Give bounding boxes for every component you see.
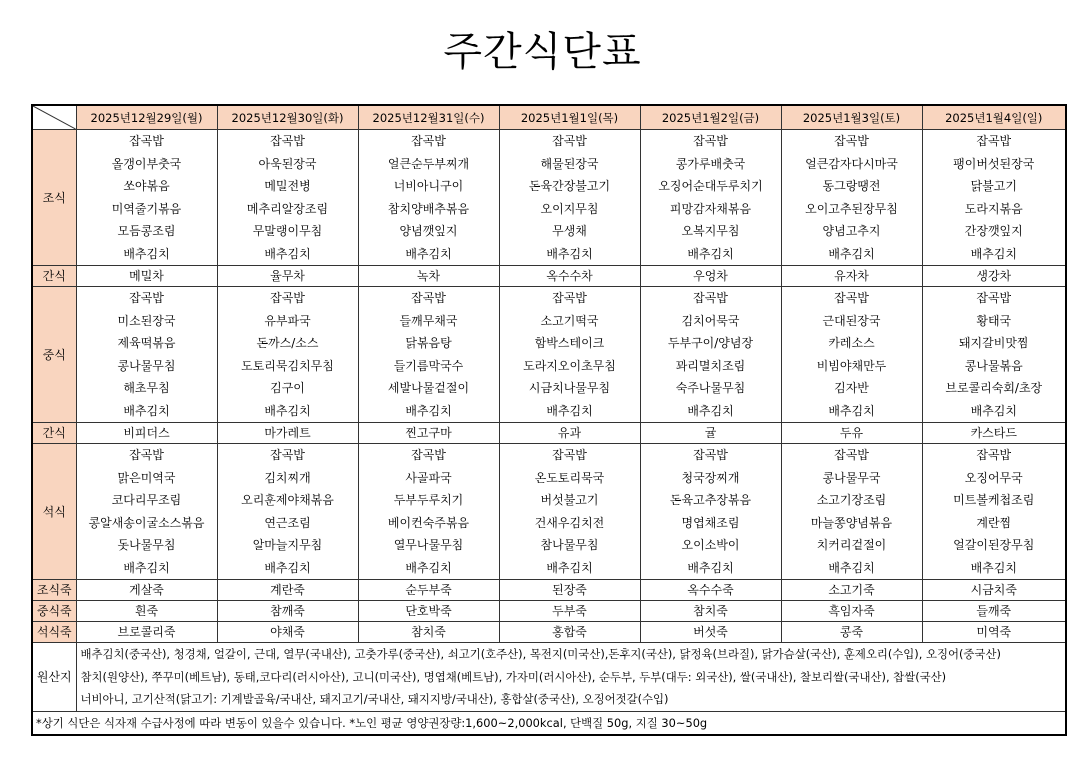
date-header: 2025년12월31일(수) bbox=[358, 105, 499, 130]
menu-item: 알마늘지무침 bbox=[252, 538, 323, 552]
menu-item: 도라지오이초무침 bbox=[523, 358, 616, 373]
menu-item: 배추김치 bbox=[123, 560, 170, 575]
menu-item: 온도토리묵국 bbox=[534, 470, 605, 485]
menu-item-list bbox=[641, 130, 781, 265]
menu-item: 동그랑땡전 bbox=[822, 179, 881, 193]
menu-item: 배추김치 bbox=[405, 403, 452, 418]
snack1-cell: 생강차 bbox=[922, 266, 1066, 287]
menu-item: 콩가루배춧국 bbox=[675, 156, 746, 171]
dinner-porridge-cell: 브로콜리죽 bbox=[76, 622, 217, 643]
menu-item: 모듬콩조림 bbox=[117, 224, 176, 238]
lunch-menu-cell bbox=[358, 287, 499, 423]
dinner-menu-cell bbox=[499, 444, 640, 580]
lunch-menu-cell bbox=[499, 287, 640, 423]
menu-item: 얼갈이된장무침 bbox=[953, 538, 1035, 552]
menu-item: 잡곡밥 bbox=[270, 448, 305, 462]
dinner-menu-cell bbox=[640, 444, 781, 580]
menu-item: 들기름막국수 bbox=[393, 358, 464, 373]
origin-text bbox=[76, 643, 1066, 712]
meal-label-snack: 간식 bbox=[32, 423, 76, 444]
dinner-porridge-cell: 버섯죽 bbox=[640, 622, 781, 643]
dinner-porridge-cell: 미역죽 bbox=[922, 622, 1066, 643]
menu-item: 김자반 bbox=[834, 381, 869, 395]
menu-item: 오징어순대두루치기 bbox=[658, 179, 763, 193]
lunch-row bbox=[32, 287, 1066, 423]
breakfast-porridge-cell: 순두부죽 bbox=[358, 580, 499, 601]
menu-item: 소고기장조림 bbox=[816, 493, 887, 507]
meal-label-lunch-porridge: 중식죽 bbox=[32, 601, 76, 622]
snack1-cell: 메밀차 bbox=[76, 266, 217, 287]
date-header: 2025년1월3일(토) bbox=[781, 105, 922, 130]
menu-item: 무생채 bbox=[552, 224, 587, 238]
menu-item: 배추김치 bbox=[970, 560, 1017, 575]
menu-item: 무말랭이무침 bbox=[252, 224, 323, 238]
menu-item: 배추김치 bbox=[970, 403, 1017, 418]
menu-item: 함박스테이크 bbox=[534, 336, 605, 350]
menu-item: 유부파국 bbox=[264, 313, 311, 328]
lunch-porridge-cell: 단호박죽 bbox=[358, 601, 499, 622]
menu-item: 사골파국 bbox=[405, 470, 452, 485]
menu-item: 잡곡밥 bbox=[693, 448, 728, 462]
menu-item: 제육떡볶음 bbox=[117, 336, 176, 350]
menu-item: 도라지볶음 bbox=[964, 201, 1023, 216]
menu-item-list bbox=[77, 444, 217, 579]
menu-item: 코다리무조림 bbox=[111, 493, 182, 507]
menu-item: 잡곡밥 bbox=[976, 291, 1012, 305]
menu-item: 소고기떡국 bbox=[540, 313, 599, 328]
snack1-cell: 유자차 bbox=[781, 266, 922, 287]
menu-item: 잡곡밥 bbox=[129, 291, 164, 305]
menu-item: 건새우김치전 bbox=[534, 515, 605, 530]
menu-item: 배추김치 bbox=[264, 246, 311, 261]
menu-item: 배추김치 bbox=[970, 246, 1017, 261]
menu-item: 잡곡밥 bbox=[552, 448, 587, 462]
menu-item: 잡곡밥 bbox=[411, 448, 446, 462]
menu-item: 버섯불고기 bbox=[540, 493, 599, 507]
breakfast-menu-cell bbox=[358, 130, 499, 266]
menu-item-list bbox=[923, 287, 1066, 422]
meal-label-dinner: 석식 bbox=[32, 444, 76, 580]
menu-item: 올갱이부춧국 bbox=[111, 156, 182, 171]
menu-item: 김치찌개 bbox=[264, 470, 311, 485]
menu-item: 배추김치 bbox=[405, 246, 452, 261]
snack2-cell: 귤 bbox=[640, 423, 781, 444]
lunch-menu-cell bbox=[640, 287, 781, 423]
date-header: 2025년1월1일(목) bbox=[499, 105, 640, 130]
menu-item-list bbox=[218, 130, 358, 265]
menu-item: 잡곡밥 bbox=[411, 291, 446, 305]
menu-item: 근대된장국 bbox=[822, 313, 881, 328]
menu-item: 잡곡밥 bbox=[270, 291, 305, 305]
menu-item-list bbox=[359, 130, 499, 265]
breakfast-menu-cell bbox=[781, 130, 922, 266]
lunch-porridge-cell: 들깨죽 bbox=[922, 601, 1066, 622]
menu-item-list bbox=[782, 287, 922, 422]
lunch-porridge-cell: 흰죽 bbox=[76, 601, 217, 622]
dinner-porridge-row bbox=[32, 622, 1066, 643]
menu-item: 마늘쫑양념볶음 bbox=[810, 515, 893, 530]
menu-item: 도토리묵김치무침 bbox=[241, 358, 334, 373]
dinner-porridge-cell: 콩죽 bbox=[781, 622, 922, 643]
menu-item: 돼지갈비맛찜 bbox=[958, 336, 1029, 350]
menu-item: 배추김치 bbox=[123, 246, 170, 261]
menu-item: 세발나물겉절이 bbox=[387, 381, 470, 395]
lunch-menu-cell bbox=[76, 287, 217, 423]
menu-item: 맑은미역국 bbox=[117, 470, 176, 485]
menu-item: 배추김치 bbox=[828, 246, 875, 261]
menu-item-list bbox=[218, 444, 358, 579]
menu-item: 미역줄기볶음 bbox=[111, 201, 182, 216]
dinner-menu-cell bbox=[76, 444, 217, 580]
breakfast-porridge-row bbox=[32, 580, 1066, 601]
menu-item-list bbox=[77, 130, 217, 265]
menu-item: 꽈리멸치조림 bbox=[675, 358, 746, 373]
breakfast-porridge-cell: 시금치죽 bbox=[922, 580, 1066, 601]
menu-item: 해물된장국 bbox=[540, 156, 599, 171]
snack2-cell: 마가레트 bbox=[217, 423, 358, 444]
menu-item: 치커리겉절이 bbox=[816, 538, 887, 552]
menu-item-list bbox=[359, 287, 499, 422]
menu-item: 참치양배추볶음 bbox=[387, 201, 470, 216]
breakfast-porridge-cell: 게살죽 bbox=[76, 580, 217, 601]
menu-item: 메추리알장조림 bbox=[246, 201, 329, 216]
menu-item-list bbox=[641, 287, 781, 422]
dinner-porridge-cell: 야채죽 bbox=[217, 622, 358, 643]
menu-item-list bbox=[923, 444, 1066, 579]
menu-item: 배추김치 bbox=[546, 403, 593, 418]
menu-item: 배추김치 bbox=[546, 560, 593, 575]
menu-item-list bbox=[218, 287, 358, 422]
menu-item: 오이소박이 bbox=[681, 538, 740, 552]
menu-item: 참나물무침 bbox=[540, 538, 599, 552]
origin-line: 참치(원양산), 쭈꾸미(베트남), 동태,코다리(러시아산), 고니(미국산), 명엽채(베트남), 가자미(러시아산), 순두부, 두부(대두: 외국산), 쌀(국내산), 찰보리쌀(국내산), 찹쌀(국산) bbox=[80, 669, 947, 684]
menu-item: 배추김치 bbox=[828, 560, 875, 575]
menu-item: 잡곡밥 bbox=[129, 134, 164, 148]
menu-item: 들깨무채국 bbox=[399, 313, 458, 328]
date-header: 2025년12월29일(월) bbox=[76, 105, 217, 130]
menu-item: 돈육간장불고기 bbox=[528, 179, 611, 193]
snack1-cell: 우엉차 bbox=[640, 266, 781, 287]
menu-item: 콩나물볶음 bbox=[964, 358, 1023, 373]
snack2-cell: 찐고구마 bbox=[358, 423, 499, 444]
menu-item: 닭볶음탕 bbox=[405, 336, 452, 350]
snack2-cell: 유과 bbox=[499, 423, 640, 444]
breakfast-row bbox=[32, 130, 1066, 266]
menu-item: 배추김치 bbox=[264, 560, 311, 575]
menu-item: 잡곡밥 bbox=[270, 134, 305, 148]
menu-item-list bbox=[641, 444, 781, 579]
meal-label-breakfast: 조식 bbox=[32, 130, 76, 266]
snack2-cell: 두유 bbox=[781, 423, 922, 444]
menu-item-list bbox=[77, 287, 217, 422]
dinner-menu-cell bbox=[781, 444, 922, 580]
menu-item: 콩나물무침 bbox=[117, 358, 176, 373]
breakfast-porridge-cell: 계란죽 bbox=[217, 580, 358, 601]
menu-item: 김치어묵국 bbox=[681, 313, 740, 328]
breakfast-menu-cell bbox=[217, 130, 358, 266]
menu-item: 피망감자채볶음 bbox=[669, 201, 752, 216]
menu-item-list bbox=[782, 444, 922, 579]
origin-row bbox=[32, 643, 1066, 712]
menu-item: 돈육고추장볶음 bbox=[669, 493, 752, 507]
menu-item-list bbox=[782, 130, 922, 265]
header-row bbox=[32, 105, 1066, 130]
breakfast-porridge-cell: 옥수수죽 bbox=[640, 580, 781, 601]
snack2-cell: 카스타드 bbox=[922, 423, 1066, 444]
page-title: 주간식단표 bbox=[443, 29, 642, 75]
menu-item: 배추김치 bbox=[405, 560, 452, 575]
menu-item: 잡곡밥 bbox=[834, 448, 869, 462]
menu-item: 잡곡밥 bbox=[976, 134, 1012, 148]
menu-item: 김구이 bbox=[270, 381, 305, 395]
menu-item: 돗나물무침 bbox=[117, 538, 176, 552]
menu-item: 카레소스 bbox=[828, 336, 875, 350]
menu-item: 아욱된장국 bbox=[258, 156, 317, 171]
menu-item: 연근조림 bbox=[264, 515, 311, 530]
menu-item: 닭불고기 bbox=[970, 179, 1017, 193]
menu-item: 배추김치 bbox=[687, 403, 734, 418]
meal-label-lunch: 중식 bbox=[32, 287, 76, 423]
lunch-porridge-cell: 참치죽 bbox=[640, 601, 781, 622]
snack1-cell: 율무차 bbox=[217, 266, 358, 287]
breakfast-menu-cell bbox=[922, 130, 1066, 266]
menu-item: 오이고추된장무침 bbox=[805, 201, 898, 216]
menu-item: 배추김치 bbox=[828, 403, 875, 418]
lunch-porridge-row bbox=[32, 601, 1066, 622]
lunch-menu-cell bbox=[217, 287, 358, 423]
menu-item-list bbox=[500, 444, 640, 579]
menu-item: 콩나물무국 bbox=[822, 470, 881, 485]
menu-item: 베이컨숙주볶음 bbox=[387, 515, 470, 530]
menu-item: 미트볼케첩조림 bbox=[953, 493, 1035, 507]
menu-item: 잡곡밥 bbox=[129, 448, 164, 462]
menu-item: 배추김치 bbox=[546, 246, 593, 261]
menu-item: 너비아니구이 bbox=[393, 179, 464, 193]
lunch-menu-cell bbox=[781, 287, 922, 423]
menu-item: 황태국 bbox=[976, 313, 1012, 328]
meal-label-breakfast-porridge: 조식죽 bbox=[32, 580, 76, 601]
breakfast-menu-cell bbox=[499, 130, 640, 266]
menu-item: 잡곡밥 bbox=[552, 291, 587, 305]
menu-item: 간장깻잎지 bbox=[964, 224, 1023, 238]
menu-item: 잡곡밥 bbox=[834, 291, 869, 305]
menu-item: 배추김치 bbox=[687, 246, 734, 261]
menu-item: 배추김치 bbox=[123, 403, 170, 418]
menu-item: 얼큰감자다시마국 bbox=[805, 156, 898, 171]
dinner-menu-cell bbox=[358, 444, 499, 580]
menu-item: 계란찜 bbox=[976, 515, 1012, 530]
menu-item: 콩알새송이굴소스볶음 bbox=[88, 515, 205, 530]
dinner-porridge-cell: 참치죽 bbox=[358, 622, 499, 643]
breakfast-porridge-cell: 된장죽 bbox=[499, 580, 640, 601]
snack2-row bbox=[32, 423, 1066, 444]
menu-item: 브로콜리숙회/초장 bbox=[945, 381, 1043, 395]
menu-item: 잡곡밥 bbox=[552, 134, 587, 148]
menu-item: 양념깻잎지 bbox=[399, 224, 458, 238]
menu-item: 열무나물무침 bbox=[393, 538, 464, 552]
menu-item: 잡곡밥 bbox=[411, 134, 446, 148]
menu-item: 해초무침 bbox=[123, 381, 170, 395]
menu-item: 양념고추지 bbox=[822, 224, 881, 238]
menu-item: 배추김치 bbox=[264, 403, 311, 418]
weekly-menu-table bbox=[31, 104, 1067, 736]
footnote: *상기 식단은 식자재 수급사정에 따라 변동이 있을수 있습니다. *노인 평균 영양권장량:1,600~2,000kcal, 단백질 50g, 지질 30~50g bbox=[32, 711, 1066, 735]
menu-item: 잡곡밥 bbox=[976, 448, 1012, 462]
menu-item-list bbox=[359, 444, 499, 579]
menu-item: 두부구이/양념장 bbox=[667, 336, 754, 350]
breakfast-porridge-cell: 소고기죽 bbox=[781, 580, 922, 601]
menu-item: 얼큰순두부찌개 bbox=[387, 156, 470, 171]
lunch-porridge-cell: 두부죽 bbox=[499, 601, 640, 622]
origin-label: 원산지 bbox=[32, 643, 76, 712]
dinner-menu-cell bbox=[922, 444, 1066, 580]
menu-item: 오복지무침 bbox=[681, 224, 740, 238]
menu-item: 비빔야채만두 bbox=[816, 358, 887, 373]
meal-label-snack: 간식 bbox=[32, 266, 76, 287]
dinner-menu-cell bbox=[217, 444, 358, 580]
diagonal-line-icon bbox=[33, 106, 76, 129]
menu-item: 명엽채조림 bbox=[681, 515, 740, 530]
date-header: 2025년1월2일(금) bbox=[640, 105, 781, 130]
menu-item: 청국장찌개 bbox=[681, 470, 740, 485]
menu-item-list bbox=[923, 130, 1066, 265]
corner-cell bbox=[32, 105, 76, 130]
dinner-row bbox=[32, 444, 1066, 580]
lunch-porridge-cell: 흑임자죽 bbox=[781, 601, 922, 622]
snack1-cell: 녹차 bbox=[358, 266, 499, 287]
dinner-porridge-cell: 홍합죽 bbox=[499, 622, 640, 643]
menu-item: 두부두루치기 bbox=[393, 493, 464, 507]
menu-item-list bbox=[500, 287, 640, 422]
meal-label-dinner-porridge: 석식죽 bbox=[32, 622, 76, 643]
origin-line: 너비아니, 고기산적(닭고기: 기계발골육/국내산, 돼지고기/국내산, 돼지지방/국내산), 홍합살(중국산), 오징어젓갈(수입) bbox=[80, 692, 669, 706]
menu-item: 오이지무침 bbox=[540, 201, 599, 216]
menu-item: 오징어무국 bbox=[964, 470, 1023, 485]
menu-item-list bbox=[500, 130, 640, 265]
menu-item: 잡곡밥 bbox=[834, 134, 869, 148]
menu-item: 시금치나물무침 bbox=[528, 381, 611, 395]
menu-item: 돈까스/소스 bbox=[256, 336, 319, 350]
footnote-row bbox=[32, 711, 1066, 735]
menu-item: 배추김치 bbox=[687, 560, 734, 575]
menu-item: 숙주나물무침 bbox=[675, 381, 746, 395]
origin-line: 배추김치(중국산), 청경채, 얼갈이, 근대, 열무(국내산), 고춧가루(중국산), 쇠고기(호주산), 목전지(미국산),돈후지(국산), 닭정육(브라질), 닭가슴살(국산), 훈제오리(수입), 오징어(중국산) bbox=[80, 647, 1001, 661]
menu-item: 메밀전병 bbox=[264, 179, 311, 193]
menu-item: 미소된장국 bbox=[117, 313, 176, 328]
menu-item: 오리훈제야채볶음 bbox=[241, 493, 334, 507]
snack1-cell: 옥수수차 bbox=[499, 266, 640, 287]
date-header: 2025년12월30일(화) bbox=[217, 105, 358, 130]
snack2-cell: 비피더스 bbox=[76, 423, 217, 444]
menu-item: 팽이버섯된장국 bbox=[953, 156, 1035, 171]
menu-item: 잡곡밥 bbox=[693, 134, 728, 148]
lunch-menu-cell bbox=[922, 287, 1066, 423]
menu-item: 쏘야볶음 bbox=[123, 179, 170, 193]
breakfast-menu-cell bbox=[640, 130, 781, 266]
lunch-porridge-cell: 참깨죽 bbox=[217, 601, 358, 622]
snack1-row bbox=[32, 266, 1066, 287]
breakfast-menu-cell bbox=[76, 130, 217, 266]
menu-item: 잡곡밥 bbox=[693, 291, 728, 305]
date-header: 2025년1월4일(일) bbox=[922, 105, 1066, 130]
